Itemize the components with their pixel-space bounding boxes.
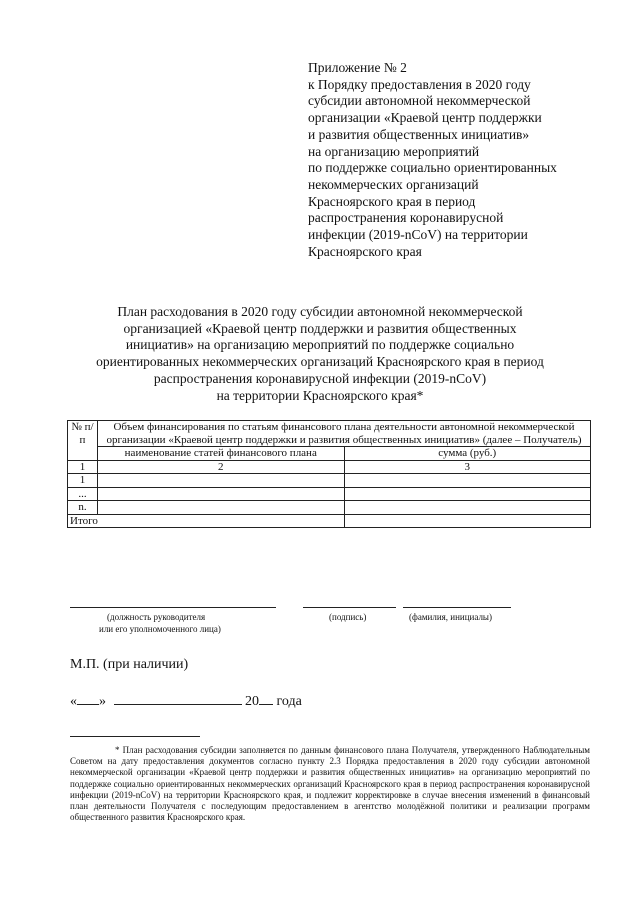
- row-sum[interactable]: [344, 487, 591, 501]
- total-sum[interactable]: [344, 514, 591, 528]
- index-cell: 1: [68, 460, 98, 474]
- title-line: План расходования в 2020 году субсидии автономной некоммерческой: [117, 304, 523, 319]
- row-name[interactable]: [98, 487, 345, 501]
- appendix-line: по поддержке социально ориентированных: [308, 160, 557, 176]
- appendix-line: субсидии автономной некоммерческой: [308, 93, 531, 109]
- row-num: 1: [68, 474, 98, 488]
- footnote-divider: [70, 736, 200, 737]
- table-row: [68, 487, 591, 501]
- total-row: [68, 514, 591, 528]
- title-line: распространения коронавирусной инфекции (2019-nCoV): [153, 370, 487, 386]
- appendix-line: организации «Краевой центр поддержки: [308, 110, 542, 126]
- main-header: Объем финансирования по статьям финансового плана деятельности автономной некоммерческой организации «Краевой центр поддержки и развития общественных инициатив» (далее – Получатель): [98, 421, 591, 447]
- footnote: * План расходования субсидии заполняется по данным финансового плана Получателя, утвержденного Наблюдательным Советом на дату предоставления документов согласно пункту 2.3 Порядка предоставления в 2020 году субсидии автономной некоммерческой организации «Краевой центр поддержки и развития общественных инициатив» на организацию мероприятий по поддержке социально ориентированных некоммерческих организаций Красноярского края в период распространения коронавирусной инфекции (2019-nCoV) на территории Красноярского края, и подлежит корректировке в случае внесения изменений в финансовый план деятельности Получателя с последующим предоставлением в агентство молодёжной политики и реализации программ общественного развития Красноярского края.: [70, 745, 590, 823]
- appendix-line: инфекции (2019-nCoV) на территории: [308, 227, 528, 243]
- row-sum[interactable]: [344, 501, 591, 515]
- num-header: № п/п: [68, 421, 98, 461]
- appendix-line: Приложение № 2: [308, 60, 407, 75]
- date-line: [70, 690, 302, 710]
- appendix-line: некоммерческих организаций: [308, 176, 479, 192]
- index-row: [68, 460, 591, 474]
- appendix-line: на организацию мероприятий: [308, 143, 480, 159]
- appendix-line: Красноярского края: [308, 243, 422, 259]
- year-prefix: 20: [245, 694, 259, 709]
- position-signature-line[interactable]: [70, 607, 276, 608]
- col-sum-header: сумма (руб.): [344, 447, 591, 461]
- table-row: [68, 474, 591, 488]
- row-sum[interactable]: [344, 474, 591, 488]
- index-cell: 3: [344, 460, 591, 474]
- appendix-line: к Порядку предоставления в 2020 году: [308, 76, 531, 92]
- stamp-placeholder: М.П. (при наличии): [70, 657, 189, 672]
- position-label: (должность руководителя: [107, 612, 206, 622]
- month-blank[interactable]: [114, 690, 242, 705]
- title-line: организацией «Краевой центр поддержки и развития общественных: [123, 320, 517, 336]
- row-name[interactable]: [98, 474, 345, 488]
- year-suffix: года: [276, 694, 302, 709]
- appendix-line: и развития общественных инициатив»: [308, 126, 530, 142]
- table-row: [68, 501, 591, 515]
- date-open-quote: «: [70, 694, 77, 709]
- position-label-cont: или его уполномоченного лица): [99, 624, 221, 634]
- appendix-line: распространения коронавирусной: [308, 210, 504, 226]
- title-line: на территории Красноярского края*: [216, 387, 424, 403]
- document-title: [60, 304, 580, 404]
- row-name[interactable]: [98, 501, 345, 515]
- name-signature-line[interactable]: [403, 607, 511, 608]
- sign-label: (подпись): [329, 612, 367, 622]
- name-label: (фамилия, инициалы): [409, 612, 492, 622]
- expense-plan-table: [67, 420, 591, 528]
- date-close-quote: »: [99, 694, 106, 709]
- signature-line[interactable]: [303, 607, 396, 608]
- row-num: n.: [68, 501, 98, 515]
- appendix-line: Красноярского края в период: [308, 193, 476, 209]
- title-line: ориентированных некоммерческих организаций Красноярского края в период: [96, 354, 544, 370]
- row-num: ...: [68, 487, 98, 501]
- day-blank[interactable]: [77, 690, 99, 705]
- appendix-block: [308, 60, 608, 260]
- title-line: инициатив» на организацию мероприятий по поддержке социально: [125, 337, 515, 353]
- index-cell: 2: [98, 460, 345, 474]
- total-label: Итого: [68, 514, 345, 528]
- col-name-header: наименование статей финансового плана: [98, 447, 345, 461]
- year-blank[interactable]: [259, 690, 273, 705]
